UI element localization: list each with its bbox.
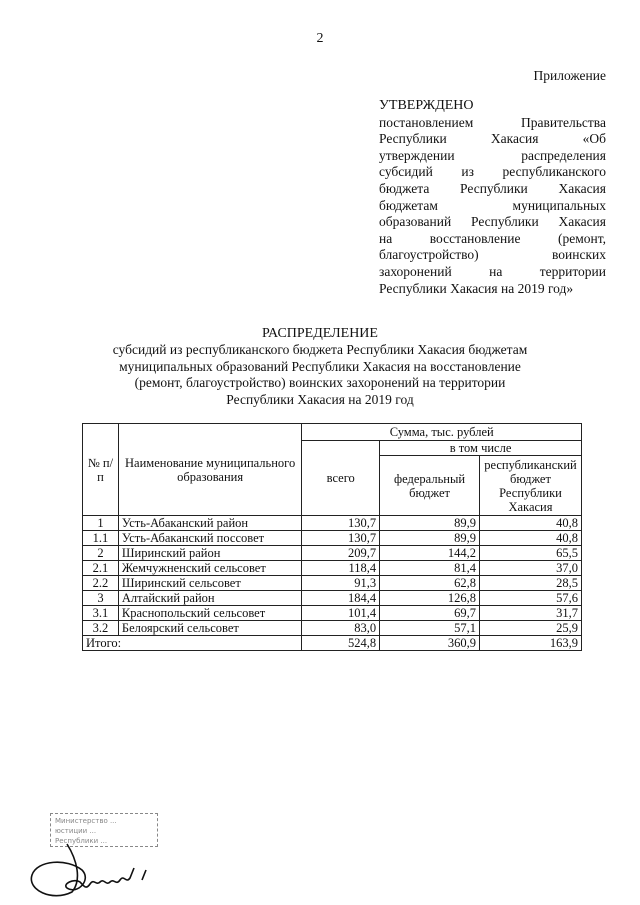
signature-icon xyxy=(22,840,172,900)
table-row xyxy=(83,606,582,621)
total-federal: 360,9 xyxy=(380,636,480,651)
header-republican: республиканский бюджет Республики Хакасия xyxy=(479,456,581,516)
row-num: 1 xyxy=(83,516,119,531)
header-including: в том числе xyxy=(380,441,582,456)
row-federal: 57,1 xyxy=(380,621,480,636)
table-row xyxy=(83,621,582,636)
table-row xyxy=(83,591,582,606)
row-name: Усть-Абаканский район xyxy=(118,516,301,531)
document-title-block xyxy=(0,326,640,408)
row-republican: 31,7 xyxy=(479,606,581,621)
row-num: 2 xyxy=(83,546,119,561)
header-total: всего xyxy=(302,441,380,516)
row-num: 2.2 xyxy=(83,576,119,591)
approval-line: захоронений на территории xyxy=(379,263,606,279)
row-num: 3.2 xyxy=(83,621,119,636)
row-total: 130,7 xyxy=(302,516,380,531)
row-total: 184,4 xyxy=(302,591,380,606)
table-row xyxy=(83,561,582,576)
row-federal: 144,2 xyxy=(380,546,480,561)
row-total: 101,4 xyxy=(302,606,380,621)
row-name: Усть-Абаканский поссовет xyxy=(118,531,301,546)
page-number: 2 xyxy=(316,31,324,46)
approval-heading: УТВЕРЖДЕНО xyxy=(379,98,474,113)
row-num: 2.1 xyxy=(83,561,119,576)
table-row xyxy=(83,576,582,591)
approval-block xyxy=(379,98,606,297)
document-subtitle-line: (ремонт, благоустройство) воинских захоронений на территории xyxy=(134,375,506,391)
row-name: Алтайский район xyxy=(118,591,301,606)
header-sum: Сумма, тыс. рублей xyxy=(302,424,582,441)
table-row xyxy=(83,546,582,561)
total-sum: 524,8 xyxy=(302,636,380,651)
row-name: Ширинский сельсовет xyxy=(118,576,301,591)
header-federal: федеральный бюджет xyxy=(380,456,480,516)
approval-body xyxy=(379,115,606,298)
table-total-row xyxy=(83,636,582,651)
table-row xyxy=(83,516,582,531)
header-name: Наименование муниципального образования xyxy=(118,424,301,516)
row-name: Жемчужненский сельсовет xyxy=(118,561,301,576)
row-total: 130,7 xyxy=(302,531,380,546)
row-num: 1.1 xyxy=(83,531,119,546)
row-republican: 40,8 xyxy=(479,516,581,531)
row-name: Краснопольский сельсовет xyxy=(118,606,301,621)
row-federal: 89,9 xyxy=(380,516,480,531)
row-republican: 37,0 xyxy=(479,561,581,576)
document-subtitle-line: Республики Хакасия на 2019 год xyxy=(226,391,414,407)
approval-line: Республики Хакасия «Об xyxy=(379,131,606,147)
row-total: 209,7 xyxy=(302,546,380,561)
row-name: Ширинский район xyxy=(118,546,301,561)
stamp-line: Министерство ... xyxy=(55,817,117,825)
stamp-line: юстиции ... xyxy=(55,827,97,835)
stamp-line: Республики ... xyxy=(55,837,108,845)
row-republican: 65,5 xyxy=(479,546,581,561)
approval-line: благоустройство) воинских xyxy=(379,247,606,263)
total-republican: 163,9 xyxy=(479,636,581,651)
document-subtitle-line: субсидий из республиканского бюджета Республики Хакасия бюджетам xyxy=(112,342,528,358)
row-total: 83,0 xyxy=(302,621,380,636)
row-republican: 25,9 xyxy=(479,621,581,636)
row-num: 3 xyxy=(83,591,119,606)
approval-line: бюджета Республики Хакасия xyxy=(379,180,606,196)
row-republican: 28,5 xyxy=(479,576,581,591)
approval-line: утверждении распределения xyxy=(379,147,606,163)
row-republican: 57,6 xyxy=(479,591,581,606)
row-total: 118,4 xyxy=(302,561,380,576)
document-subtitle-line: муниципальных образований Республики Хакасия на восстановление xyxy=(119,358,521,374)
row-federal: 89,9 xyxy=(380,531,480,546)
approval-line: на восстановление (ремонт, xyxy=(379,230,606,246)
row-name: Белоярский сельсовет xyxy=(118,621,301,636)
row-federal: 81,4 xyxy=(380,561,480,576)
appendix-label: Приложение xyxy=(533,68,606,83)
table-row xyxy=(83,531,582,546)
row-federal: 126,8 xyxy=(380,591,480,606)
row-federal: 69,7 xyxy=(380,606,480,621)
distribution-table xyxy=(82,423,582,651)
document-title: РАСПРЕДЕЛЕНИЕ xyxy=(262,326,378,341)
row-federal: 62,8 xyxy=(380,576,480,591)
approval-line: образований Республики Хакасия xyxy=(379,214,606,230)
row-num: 3.1 xyxy=(83,606,119,621)
approval-line: постановлением Правительства xyxy=(379,114,606,130)
row-republican: 40,8 xyxy=(479,531,581,546)
row-total: 91,3 xyxy=(302,576,380,591)
approval-line: Республики Хакасия на 2019 год» xyxy=(379,280,574,296)
header-num: № п/п xyxy=(83,424,119,516)
approval-line: субсидий из республиканского xyxy=(379,164,606,180)
total-label: Итого: xyxy=(83,636,302,651)
approval-line: бюджетам муниципальных xyxy=(379,197,606,213)
